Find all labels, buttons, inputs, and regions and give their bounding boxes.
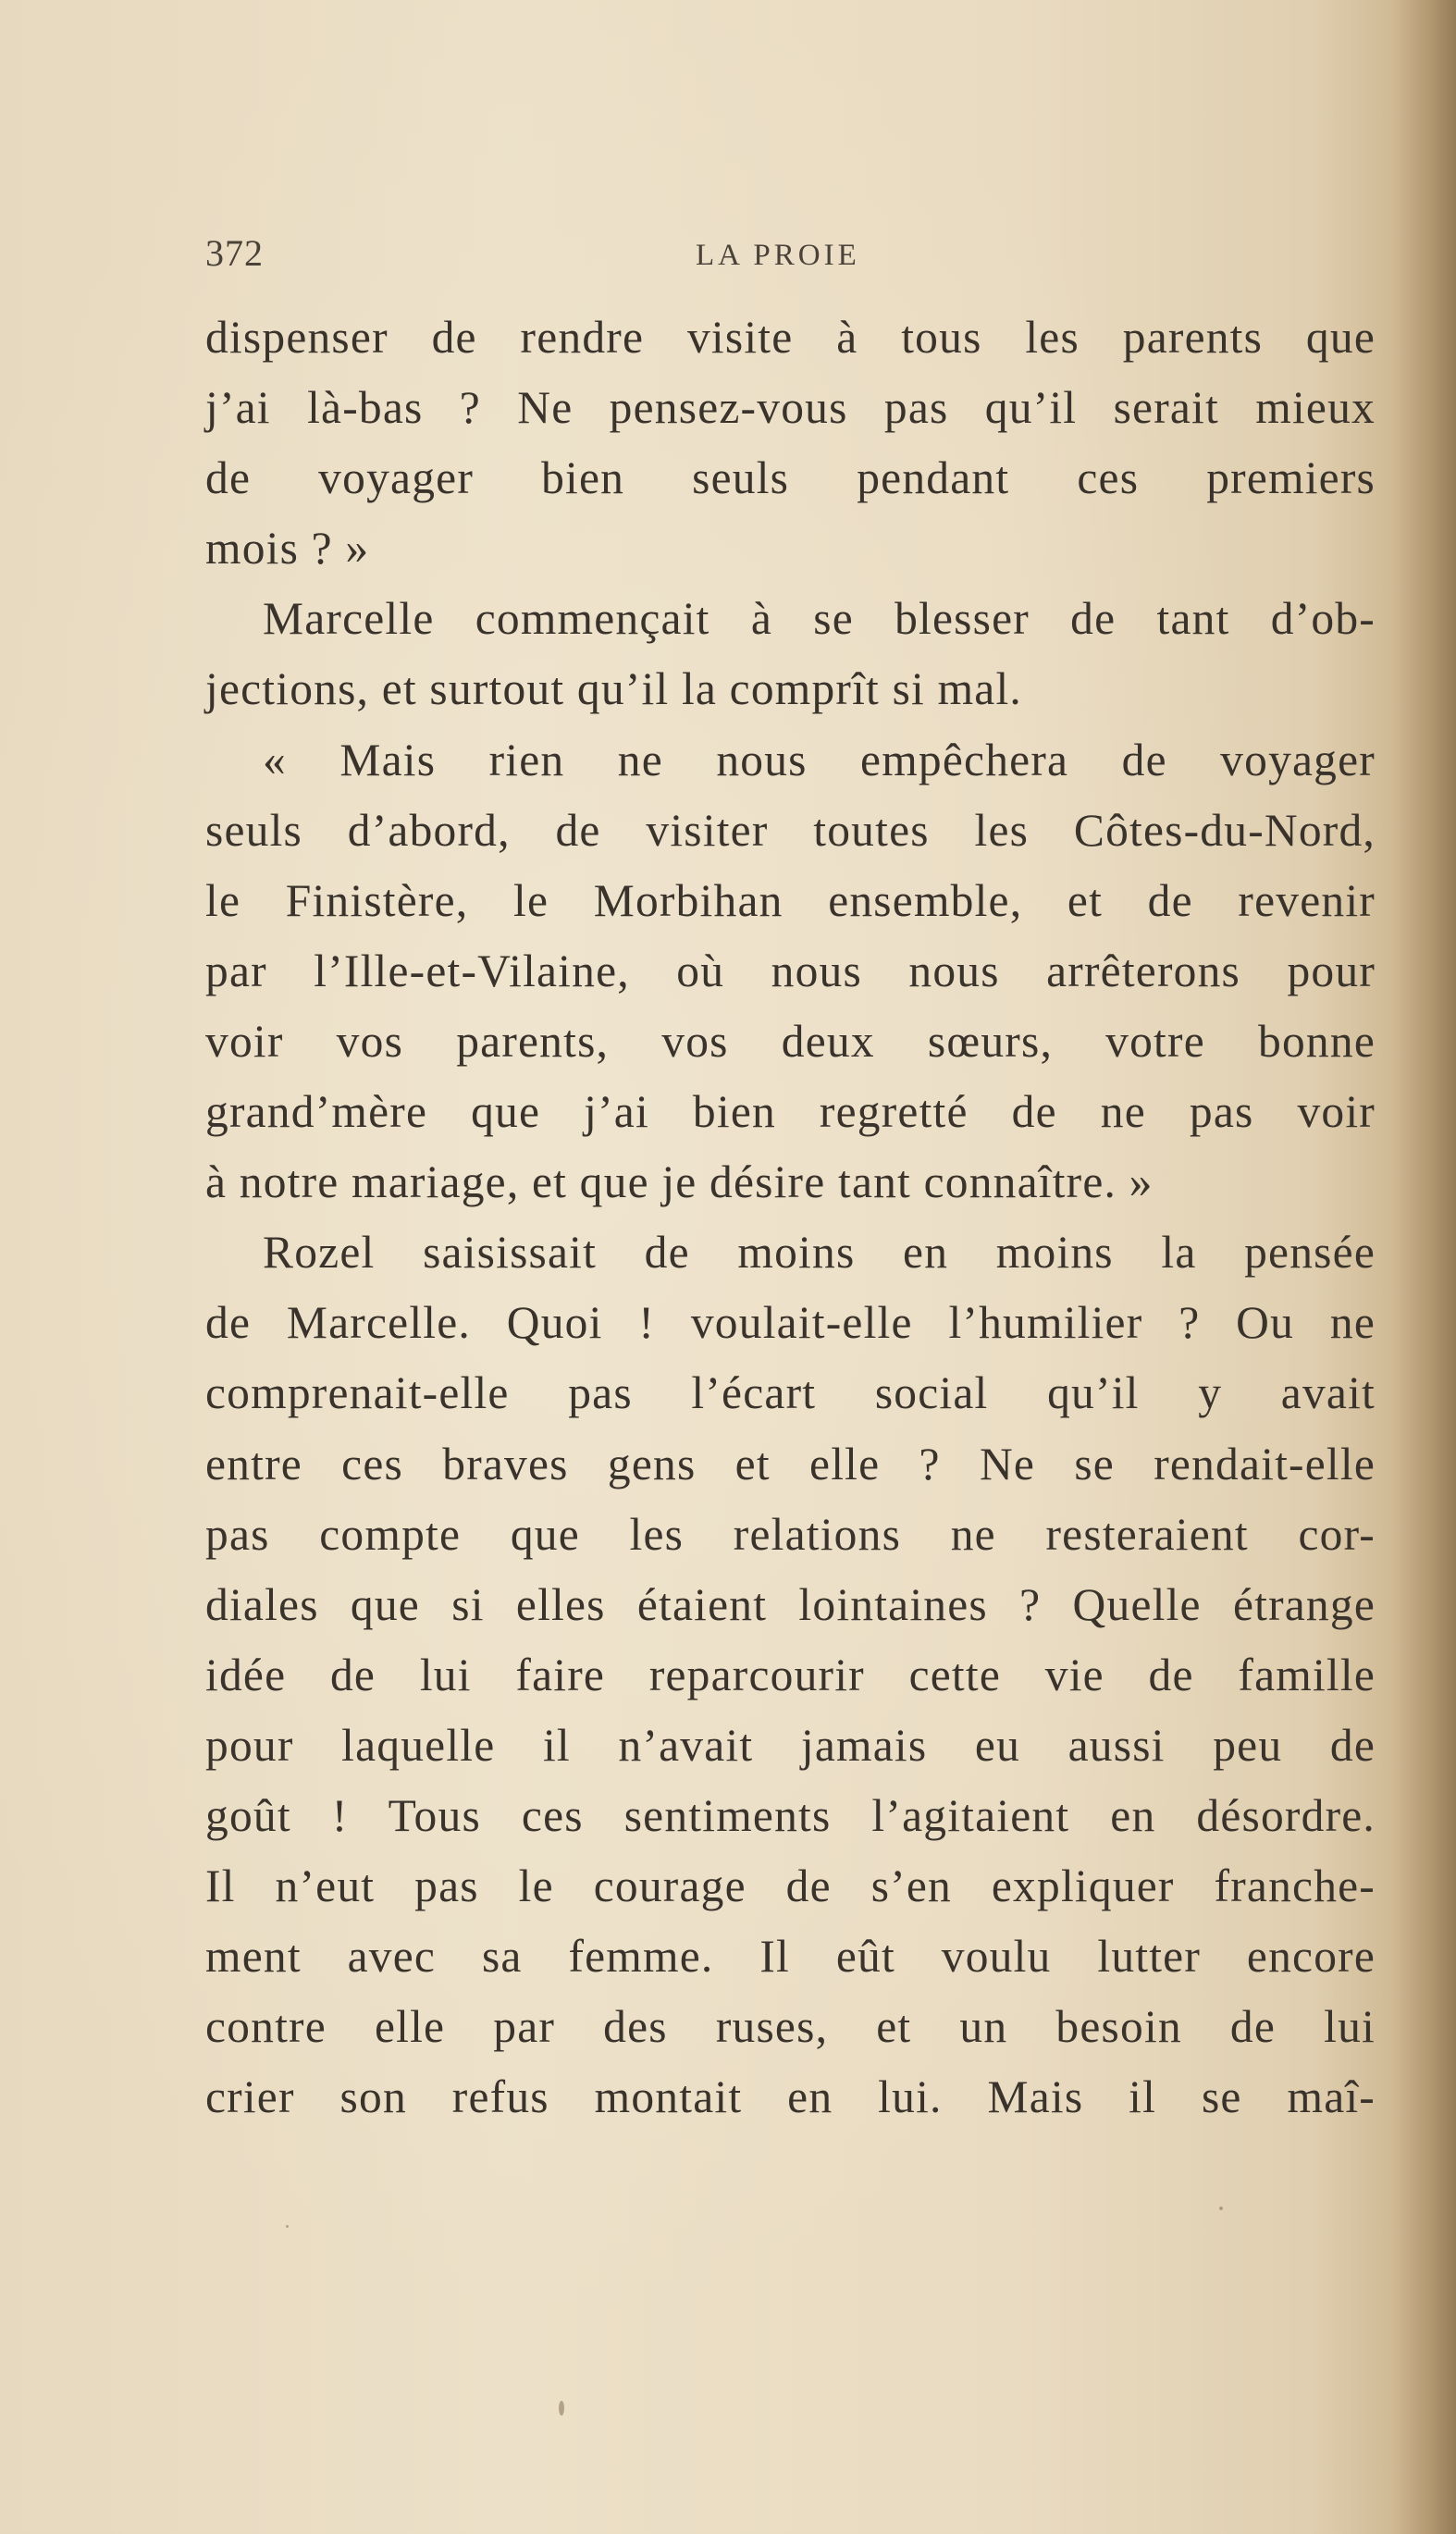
page-number: 372 — [205, 232, 264, 274]
text-line: diales que si elles étaient lointaines ? Quelle étrange — [205, 1578, 1376, 1630]
text-line: contre elle par des ruses, et un besoin de lui — [205, 2001, 1376, 2053]
text-line: Marcelle commençait à se blesser de tant d’ob- — [263, 593, 1376, 645]
text-line: Il n’eut pas le courage de s’en expliquer franche- — [205, 1860, 1376, 1912]
text-line: seuls d’abord, de visiter toutes les Côtes-du-Nord, — [205, 804, 1376, 856]
text-line: pas compte que les relations ne resteraient cor- — [205, 1508, 1376, 1560]
paper-speck — [286, 2225, 289, 2228]
text-line: goût ! Tous ces sentiments l’agitaient en désordre. — [205, 1789, 1376, 1841]
text-line: de Marcelle. Quoi ! voulait-elle l’humilier ? Ou ne — [205, 1297, 1376, 1349]
paper-speck — [1219, 2206, 1223, 2210]
page-header — [205, 231, 1371, 287]
body-text — [205, 303, 1376, 2132]
page-edge-shadow — [1391, 0, 1456, 2534]
paper-speck — [559, 2401, 564, 2416]
text-line: crier son refus montait en lui. Mais il se maî- — [205, 2071, 1376, 2123]
text-line: ment avec sa femme. Il eût voulu lutter encore — [205, 1931, 1376, 1983]
text-line: comprenait-elle pas l’écart social qu’il y avait — [205, 1367, 1376, 1419]
text-line: de voyager bien seuls pendant ces premiers — [205, 452, 1376, 504]
text-line: grand’mère que j’ai bien regretté de ne pas voir — [205, 1086, 1376, 1138]
text-line: dispenser de rendre visite à tous les parents que — [205, 312, 1376, 363]
text-line: voir vos parents, vos deux sœurs, votre bonne — [205, 1015, 1376, 1067]
text-line: par l’Ille-et-Vilaine, où nous nous arrêterons pour — [205, 945, 1376, 996]
text-line: mois ? » — [205, 523, 370, 575]
text-line: entre ces braves gens et elle ? Ne se rendait-elle — [205, 1438, 1376, 1489]
text-line: j’ai là-bas ? Ne pensez-vous pas qu’il serait mieux — [205, 382, 1376, 434]
text-line: pour laquelle il n’avait jamais eu aussi peu de — [205, 1719, 1376, 1771]
text-line: à notre mariage, et que je désire tant connaître. » — [205, 1156, 1154, 1208]
text-line: jections, et surtout qu’il la comprît si mal. — [205, 663, 1022, 715]
text-line: le Finistère, le Morbihan ensemble, et de revenir — [205, 874, 1376, 926]
text-line: Rozel saisissait de moins en moins la pensée — [263, 1227, 1376, 1279]
text-line: « Mais rien ne nous empêchera de voyager — [263, 734, 1376, 785]
text-line: idée de lui faire reparcourir cette vie de famille — [205, 1649, 1376, 1700]
running-head: LA PROIE — [696, 239, 860, 272]
